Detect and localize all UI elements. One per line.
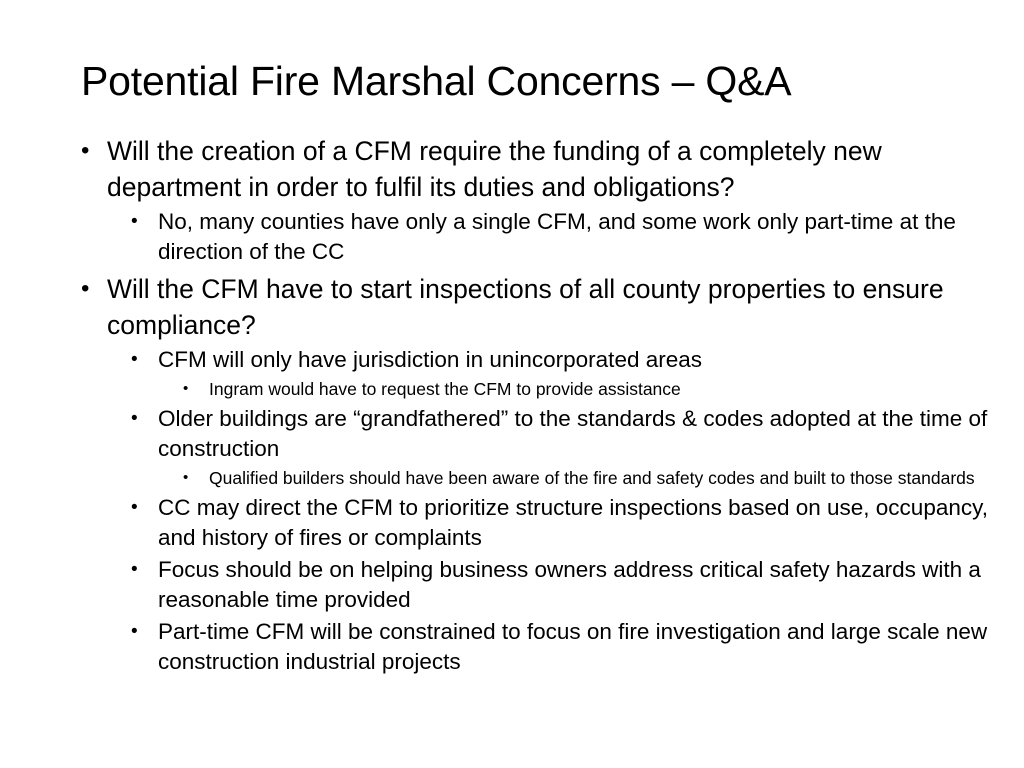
sub-list-container: [80, 345, 990, 677]
bullet-icon: •: [131, 408, 138, 429]
sub-bullet-item: [131, 493, 990, 553]
bullet-text: Will the CFM have to start inspections of all county properties to ensure compliance?: [107, 274, 944, 340]
sub-bullet-text: CFM will only have jurisdiction in unincorporated areas: [158, 347, 702, 372]
sub-sub-bullet-item: [183, 377, 990, 401]
sub-sub-list-container: [80, 377, 990, 401]
sub-bullet-text: CC may direct the CFM to prioritize structure inspections based on use, occupancy, and history of fires or complaints: [158, 495, 988, 550]
sub-bullet-item: [131, 555, 990, 615]
sub-list-container: [80, 207, 990, 267]
bullet-list: [80, 133, 990, 677]
bullet-text: Will the creation of a CFM require the funding of a completely new department in order to fulfil its duties and obligations?: [107, 136, 882, 202]
bullet-icon: •: [131, 559, 138, 580]
bullet-icon: •: [81, 275, 90, 302]
sub-bullet-text: Older buildings are “grandfathered” to the standards & codes adopted at the time of construction: [158, 406, 988, 461]
bullet-icon: •: [131, 211, 138, 232]
sub-bullet-item: [131, 345, 990, 375]
bullet-icon: •: [81, 137, 90, 164]
bullet-item: [80, 271, 990, 343]
bullet-icon: •: [131, 621, 138, 642]
slide-title: Potential Fire Marshal Concerns – Q&A: [81, 58, 792, 104]
sub-bullet-text: No, many counties have only a single CFM, and some work only part-time at the direction of the CC: [158, 209, 956, 264]
sub-sub-bullet-text: Qualified builders should have been aware of the fire and safety codes and built to those standards: [209, 468, 975, 488]
sub-bullet-list: [80, 345, 990, 677]
sub-bullet-list: [80, 207, 990, 267]
bullet-item: [80, 133, 990, 205]
sub-bullet-text: Part-time CFM will be constrained to focus on fire investigation and large scale new construction industrial projects: [158, 619, 988, 674]
bullet-icon: •: [131, 349, 138, 370]
sub-sub-bullet-list: [80, 466, 990, 490]
sub-sub-bullet-item: [183, 466, 990, 490]
sub-bullet-item: [131, 404, 990, 464]
sub-sub-bullet-list: [80, 377, 990, 401]
sub-bullet-item: [131, 207, 990, 267]
sub-bullet-text: Focus should be on helping business owners address critical safety hazards with a reasonable time provided: [158, 557, 981, 612]
sub-bullet-item: [131, 617, 990, 677]
sub-sub-bullet-text: Ingram would have to request the CFM to provide assistance: [209, 379, 681, 399]
slide-body: [80, 133, 990, 681]
bullet-icon: •: [183, 380, 189, 397]
sub-sub-list-container: [80, 466, 990, 490]
bullet-icon: •: [183, 469, 189, 486]
bullet-icon: •: [131, 497, 138, 518]
